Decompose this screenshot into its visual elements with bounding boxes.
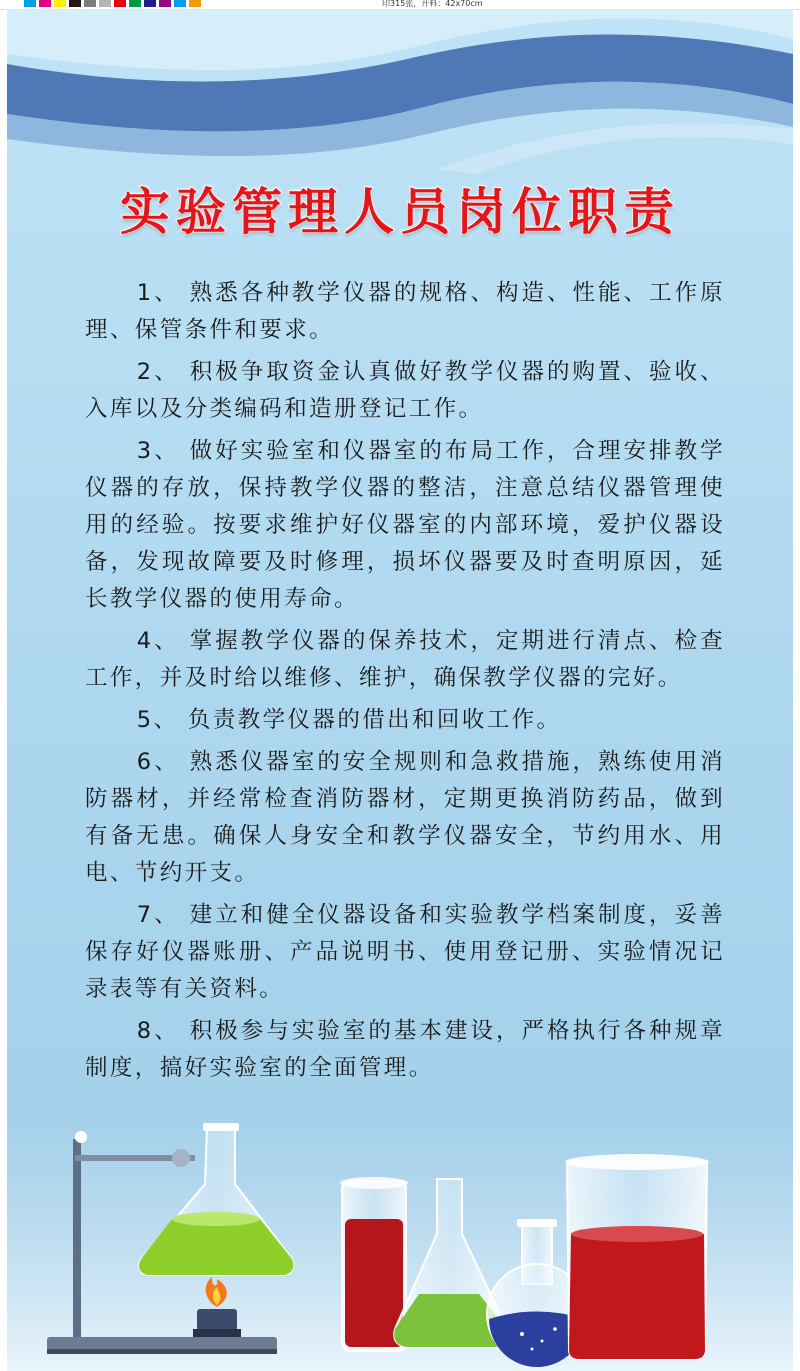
poster — [7, 9, 793, 1371]
print-note: 印315张，开料：42x70cm — [382, 0, 483, 8]
duty-item-7: 7、 建立和健全仪器设备和实验教学档案制度，妥善保存好仪器账册、产品说明书、使用登记册、实验情况记录表等有关资料。 — [85, 902, 725, 1002]
duties-list — [85, 275, 725, 1092]
duty-item-4: 4、 掌握教学仪器的保养技术，定期进行清点、检查工作，并及时给以维修、维护，确保教学仪器的完好。 — [85, 628, 725, 691]
lab-glassware-illustration — [7, 1109, 793, 1371]
duty-item-6: 6、 熟悉仪器室的安全规则和急救措施，熟练使用消防器材，并经常检查消防器材，定期更换消防药品，做到有备无患。确保人身安全和教学仪器安全，节约用水、用电、节约开支。 — [85, 749, 725, 886]
duty-item-2: 2、 积极争取资金认真做好教学仪器的购置、验收、入库以及分类编码和造册登记工作。 — [85, 359, 725, 422]
color-calibration-swatches — [24, 0, 201, 8]
poster-title: 实验管理人员岗位职责 — [120, 183, 680, 241]
duty-item-5: 5、 负责教学仪器的借出和回收工作。 — [136, 707, 562, 733]
duty-item-8: 8、 积极参与实验室的基本建设，严格执行各种规章制度，搞好实验室的全面管理。 — [85, 1018, 725, 1081]
red-beaker — [565, 1154, 709, 1359]
duty-item-3: 3、 做好实验室和仪器室的布局工作，合理安排教学仪器的存放，保持教学仪器的整洁，注意总结仪器管理使用的经验。按要求维护好仪器室的内部环境，爱护仪器设备，发现故障要及时修理，损坏仪器要及时查明原因，延长教学仪器的使用寿命。 — [85, 438, 725, 612]
duty-item-1: 1、 熟悉各种教学仪器的规格、构造、性能、工作原理、保管条件和要求。 — [85, 280, 725, 343]
